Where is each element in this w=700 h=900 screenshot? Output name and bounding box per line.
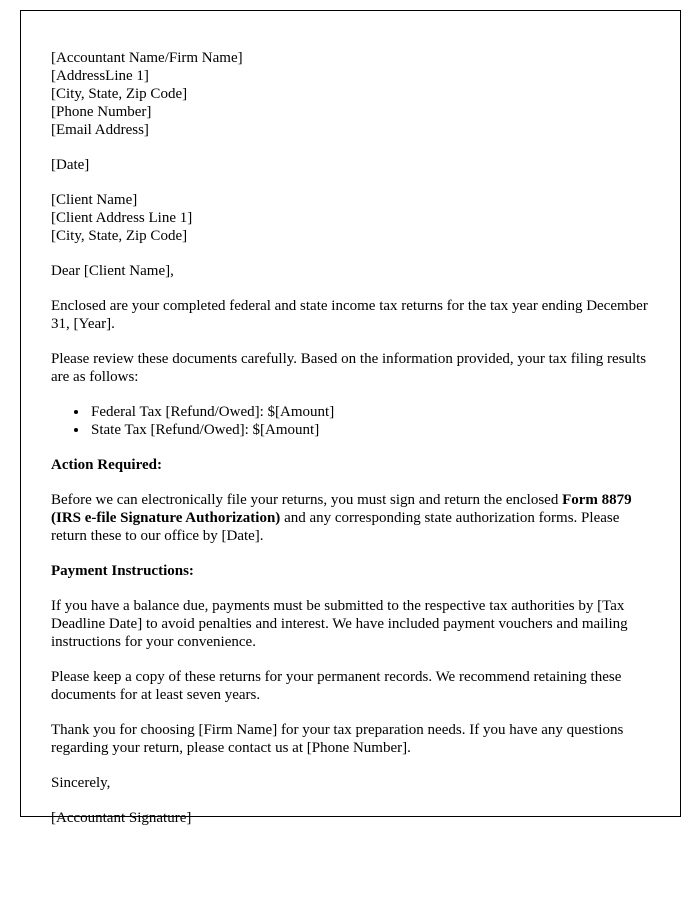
federal-tax-item: • Federal Tax [Refund/Owed]: $[Amount] <box>89 403 650 421</box>
client-city-state-zip: [City, State, Zip Code] <box>51 228 188 244</box>
intro-paragraph: Enclosed are your completed federal and state income tax returns for the tax year ending December 31, [Year]. <box>51 298 648 332</box>
client-address-block <box>51 191 650 245</box>
review-paragraph: Please review these documents carefully. Based on the information provided, your tax filing results are as follows: <box>51 351 647 385</box>
sender-city-state-zip: [City, State, Zip Code] <box>51 86 188 102</box>
client-name-line: [Client Name] <box>51 192 138 208</box>
letter-document <box>20 10 681 826</box>
sender-address-line-1: [AddressLine 1] <box>51 68 149 84</box>
action-paragraph-after: and any corresponding state authorization forms. Please return these to our office by [Date]. <box>51 510 620 544</box>
efile-authorization-paragraph <box>51 491 650 545</box>
action-paragraph-before: Before we can electronically file your returns, you must sign and return the enclosed <box>51 492 563 508</box>
letter-date: [Date] <box>51 157 90 173</box>
sender-name-line: [Accountant Name/Firm Name] <box>51 50 243 66</box>
action-required-heading: Action Required: <box>51 457 162 473</box>
state-tax-item: • State Tax [Refund/Owed]: $[Amount] <box>89 421 650 439</box>
sender-address-block <box>51 49 650 139</box>
client-address-line-1: [Client Address Line 1] <box>51 210 193 226</box>
salutation: Dear [Client Name], <box>51 263 174 279</box>
tax-results-list <box>51 403 650 439</box>
sender-phone: [Phone Number] <box>51 104 152 120</box>
sender-email: [Email Address] <box>51 122 149 138</box>
payment-instructions-heading: Payment Instructions: <box>51 563 194 579</box>
signature-line: [Accountant Signature] <box>51 810 192 826</box>
thanks-paragraph: Thank you for choosing [Firm Name] for your tax preparation needs. If you have any questions regarding your return, please contact us at [Phone Number]. <box>51 722 624 756</box>
closing: Sincerely, <box>51 775 111 791</box>
records-paragraph: Please keep a copy of these returns for your permanent records. We recommend retaining these documents for at least seven years. <box>51 669 622 703</box>
payment-paragraph: If you have a balance due, payments must be submitted to the respective tax authorities by [Tax Deadline Date] to avoid penalties and interest. We have included payment vouchers and mailing instructions for your convenience. <box>51 598 628 650</box>
form-8879-bold-text: Form 8879 (IRS e-file Signature Authorization) <box>51 492 632 526</box>
